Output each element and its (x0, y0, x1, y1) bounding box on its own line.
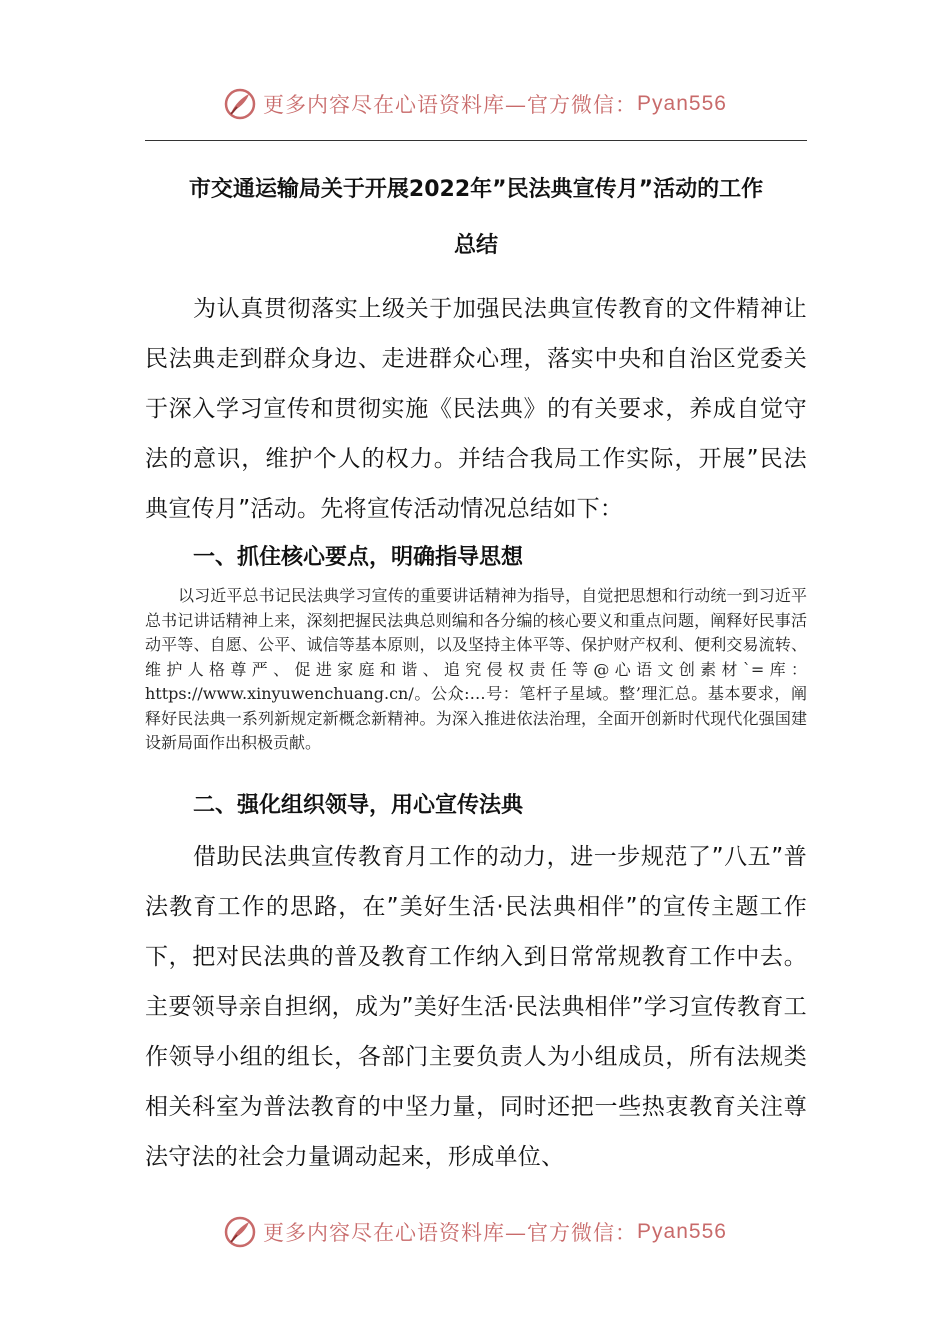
header-banner (0, 84, 950, 124)
banner-wechat-id: Pyan556 (637, 92, 727, 115)
quill-pen-logo-icon (223, 1215, 257, 1249)
title-line-2: 总结 (453, 233, 498, 258)
title-line-1: 市交通运输局关于开展2022年”民法典宣传月”活动的工作 (188, 177, 764, 202)
banner-wechat-id: Pyan556 (637, 1220, 727, 1243)
quill-pen-logo-icon (223, 87, 257, 121)
banner-text: 更多内容尽在心语资料库—官方微信： (263, 93, 638, 117)
section-2-heading: 二、强化组织领导，用心宣传法典 (193, 793, 524, 818)
section-2-body: 借助民法典宣传教育月工作的动力，进一步规范了”八五”普法教育工作的思路，在”美好生活·民法典相伴”的宣传主题工作下，把对民法典的普及教育工作纳入到日常常规教育工作中去。主要领导亲自担纲，成为”美好生活·民法典相伴”学习宣传教育工作领导小组的组长，各部门主要负责人为小组成员，所有法规类相关科室为普法教育的中坚力量，同时还把一些热衷教育关注尊法守法的社会力量调动起来，形成单位、 (145, 844, 807, 1170)
section-1-body: 以习近平总书记民法典学习宣传的重要讲话精神为指导，自觉把思想和行动统一到习近平总书记讲话精神上来，深刻把握民法典总则编和各分编的核心要义和重点问题，阐释好民事活动平等、自愿、公平、诚信等基本原则，以及坚持主体平等、保护财产权利、便利交易流转、维护人格尊严、促进家庭和谐、追究侵权责任等@心语文创素材`=库：https://www.xinyuwenchuang.cn/。公众:…号：笔杆子星域。整’理汇总。基本要求，阐释好民法典一系列新规定新概念新精神。为深入推进依法治理，全面开创新时代现代化强国建设新局面作出积极贡献。 (145, 586, 807, 752)
document-title (145, 162, 807, 274)
banner-text: 更多内容尽在心语资料库—官方微信： (263, 1221, 638, 1245)
header-divider (145, 140, 807, 141)
footer-banner (0, 1212, 950, 1252)
intro-paragraph: 为认真贯彻落实上级关于加强民法典宣传教育的文件精神让民法典走到群众身边、走进群众心理，落实中央和自治区党委关于深入学习宣传和贯彻实施《民法典》的有关要求，养成自觉守法的意识，维护个人的权力。并结合我局工作实际，开展”民法典宣传月”活动。先将宣传活动情况总结如下： (145, 296, 807, 522)
section-1-heading: 一、抓住核心要点，明确指导思想 (193, 545, 524, 570)
